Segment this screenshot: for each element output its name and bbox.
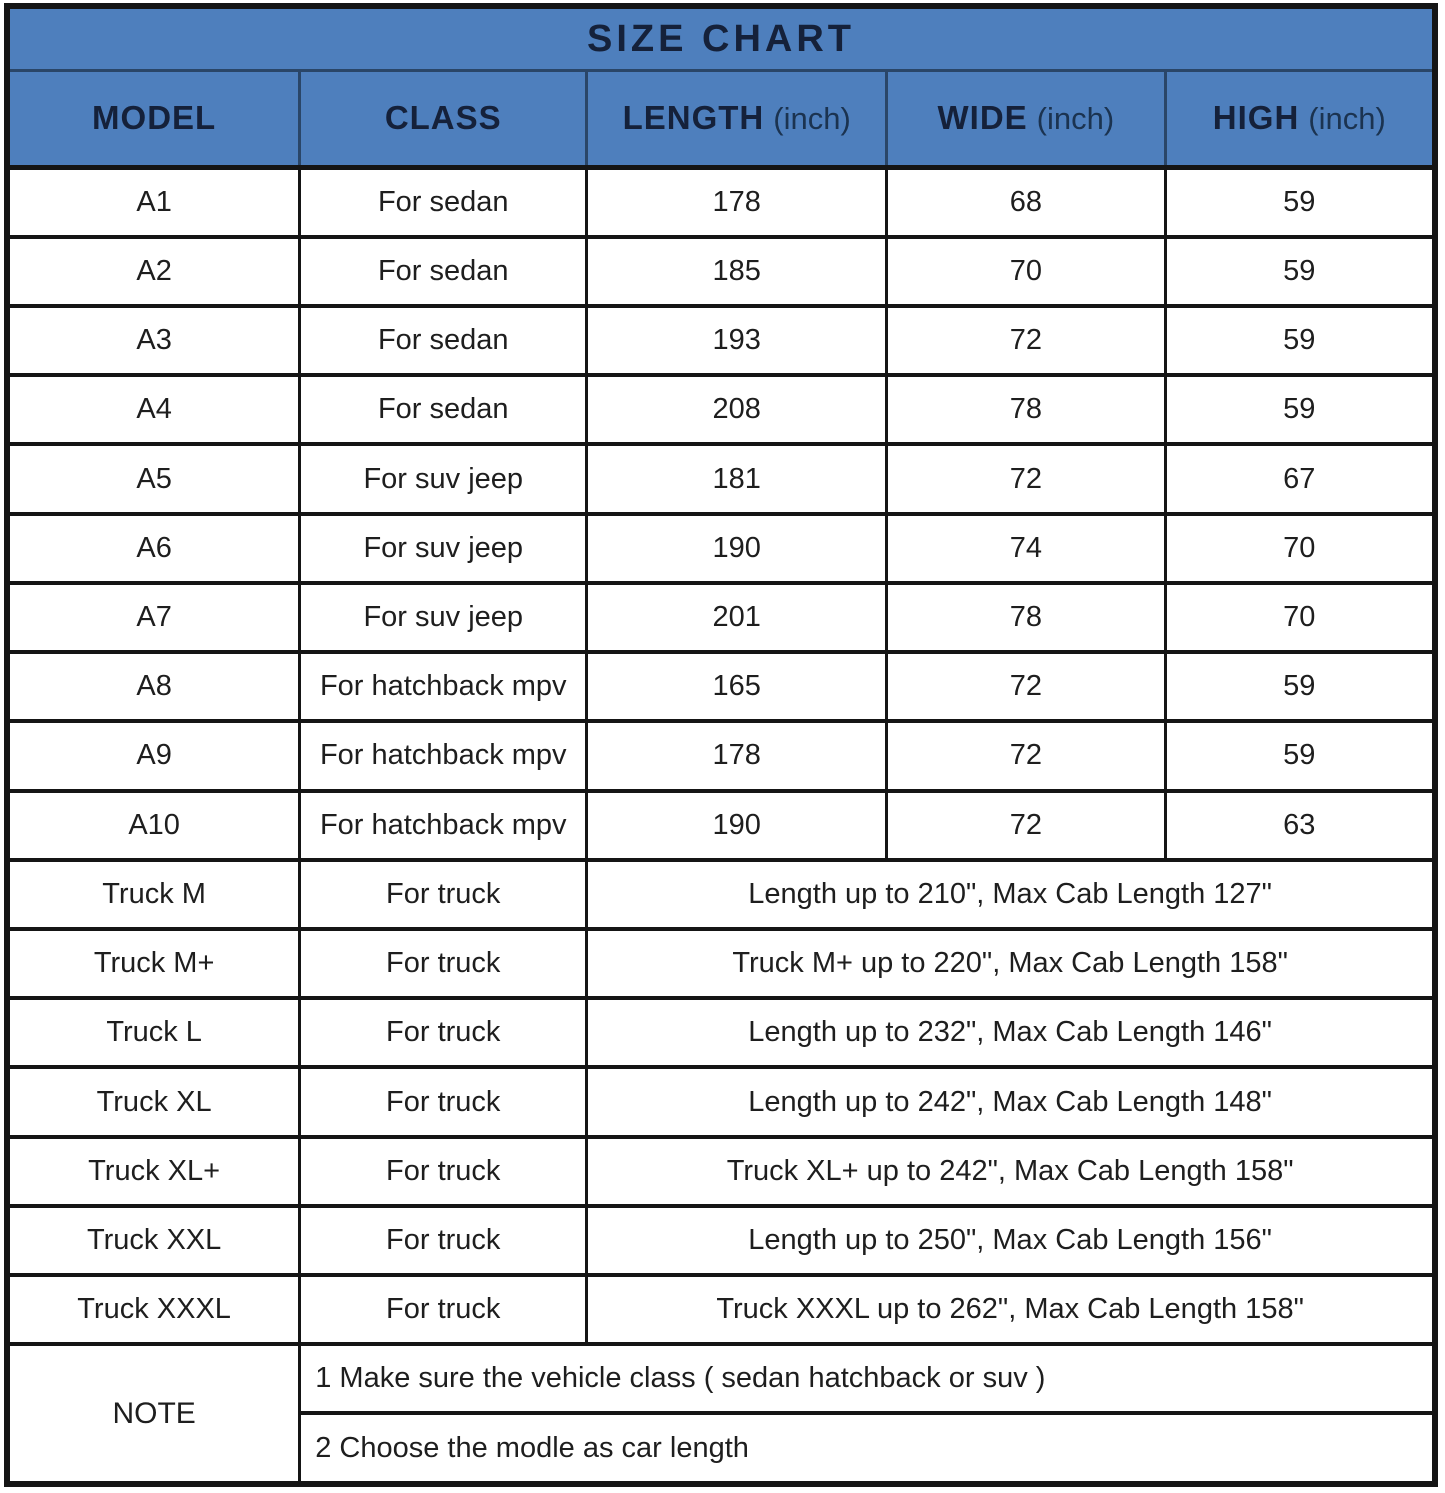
table-row-a6 — [7, 514, 1435, 583]
wide-cell: 72 — [887, 791, 1165, 860]
class-cell: For truck — [300, 1137, 587, 1206]
model-cell: Truck XXL — [7, 1206, 300, 1275]
class-cell: For suv jeep — [300, 444, 587, 513]
length-cell: 181 — [587, 444, 887, 513]
column-header-model: MODEL — [7, 71, 300, 167]
high-cell: 70 — [1165, 514, 1435, 583]
truck-spec-cell: Length up to 232", Max Cab Length 146" — [587, 998, 1435, 1067]
table-row-truck-xxxl — [7, 1275, 1435, 1344]
table-row-truck-m-plus — [7, 929, 1435, 998]
class-cell: For truck — [300, 860, 587, 929]
class-cell: For sedan — [300, 167, 587, 237]
table-row-a9 — [7, 721, 1435, 790]
model-cell: A4 — [7, 375, 300, 444]
wide-cell: 72 — [887, 721, 1165, 790]
length-cell: 165 — [587, 652, 887, 721]
model-cell: A7 — [7, 583, 300, 652]
table-row-a8 — [7, 652, 1435, 721]
table-row-truck-xxl — [7, 1206, 1435, 1275]
table-row-a2 — [7, 237, 1435, 306]
model-cell: Truck XL — [7, 1067, 300, 1136]
class-cell: For truck — [300, 929, 587, 998]
column-header-wide: WIDE (inch) — [887, 71, 1165, 167]
high-cell: 67 — [1165, 444, 1435, 513]
model-cell: Truck M+ — [7, 929, 300, 998]
note-line-1: 1 Make sure the vehicle class ( sedan hatchback or suv ) — [300, 1344, 1435, 1413]
size-chart-table — [4, 3, 1438, 1487]
length-cell: 178 — [587, 721, 887, 790]
model-cell: Truck XL+ — [7, 1137, 300, 1206]
note-label-cell: NOTE — [7, 1344, 300, 1484]
column-header-class: CLASS — [300, 71, 587, 167]
model-cell: A8 — [7, 652, 300, 721]
table-row-truck-xl-plus — [7, 1137, 1435, 1206]
table-row-a5 — [7, 444, 1435, 513]
table-row-truck-l — [7, 998, 1435, 1067]
model-cell: A9 — [7, 721, 300, 790]
class-cell: For truck — [300, 1275, 587, 1344]
class-cell: For hatchback mpv — [300, 652, 587, 721]
length-cell: 185 — [587, 237, 887, 306]
wide-unit-label: (inch) — [1036, 101, 1115, 137]
truck-spec-cell: Truck M+ up to 220", Max Cab Length 158" — [587, 929, 1435, 998]
truck-spec-cell: Truck XL+ up to 242", Max Cab Length 158" — [587, 1137, 1435, 1206]
high-unit-label: (inch) — [1308, 101, 1386, 137]
high-cell: 63 — [1165, 791, 1435, 860]
truck-spec-cell: Length up to 242", Max Cab Length 148" — [587, 1067, 1435, 1136]
length-cell: 193 — [587, 306, 887, 375]
wide-cell: 78 — [887, 583, 1165, 652]
column-header-length: LENGTH (inch) — [587, 71, 887, 167]
truck-spec-cell: Length up to 250", Max Cab Length 156" — [587, 1206, 1435, 1275]
model-cell: A2 — [7, 237, 300, 306]
note-line-2: 2 Choose the modle as car length — [300, 1413, 1435, 1484]
model-cell: Truck XXXL — [7, 1275, 300, 1344]
model-cell: Truck L — [7, 998, 300, 1067]
length-unit-label: (inch) — [773, 101, 851, 137]
table-title-row — [7, 6, 1435, 71]
length-cell: 201 — [587, 583, 887, 652]
high-cell: 59 — [1165, 167, 1435, 237]
wide-cell: 74 — [887, 514, 1165, 583]
model-cell: A10 — [7, 791, 300, 860]
model-cell: A5 — [7, 444, 300, 513]
table-row-truck-xl — [7, 1067, 1435, 1136]
table-row-a1 — [7, 167, 1435, 237]
column-header-row — [7, 71, 1435, 167]
length-cell: 208 — [587, 375, 887, 444]
high-cell: 59 — [1165, 237, 1435, 306]
table-row-note-1 — [7, 1344, 1435, 1413]
model-cell: Truck M — [7, 860, 300, 929]
class-cell: For truck — [300, 1206, 587, 1275]
high-cell: 59 — [1165, 375, 1435, 444]
high-cell: 70 — [1165, 583, 1435, 652]
model-cell: A3 — [7, 306, 300, 375]
truck-spec-cell: Truck XXXL up to 262", Max Cab Length 158" — [587, 1275, 1435, 1344]
class-cell: For hatchback mpv — [300, 791, 587, 860]
wide-cell: 72 — [887, 652, 1165, 721]
class-cell: For suv jeep — [300, 514, 587, 583]
class-cell: For sedan — [300, 306, 587, 375]
length-cell: 190 — [587, 791, 887, 860]
table-row-a3 — [7, 306, 1435, 375]
column-header-high: HIGH (inch) — [1165, 71, 1435, 167]
wide-cell: 68 — [887, 167, 1165, 237]
wide-cell: 70 — [887, 237, 1165, 306]
high-cell: 59 — [1165, 721, 1435, 790]
class-cell: For sedan — [300, 375, 587, 444]
length-cell: 190 — [587, 514, 887, 583]
table-row-a7 — [7, 583, 1435, 652]
wide-cell: 78 — [887, 375, 1165, 444]
model-cell: A6 — [7, 514, 300, 583]
class-cell: For hatchback mpv — [300, 721, 587, 790]
wide-cell: 72 — [887, 444, 1165, 513]
class-cell: For suv jeep — [300, 583, 587, 652]
class-cell: For truck — [300, 1067, 587, 1136]
class-cell: For truck — [300, 998, 587, 1067]
truck-spec-cell: Length up to 210", Max Cab Length 127" — [587, 860, 1435, 929]
table-title: SIZE CHART — [7, 6, 1435, 71]
class-cell: For sedan — [300, 237, 587, 306]
high-cell: 59 — [1165, 652, 1435, 721]
table-row-a10 — [7, 791, 1435, 860]
table-row-a4 — [7, 375, 1435, 444]
model-cell: A1 — [7, 167, 300, 237]
length-cell: 178 — [587, 167, 887, 237]
high-cell: 59 — [1165, 306, 1435, 375]
wide-cell: 72 — [887, 306, 1165, 375]
table-row-truck-m — [7, 860, 1435, 929]
